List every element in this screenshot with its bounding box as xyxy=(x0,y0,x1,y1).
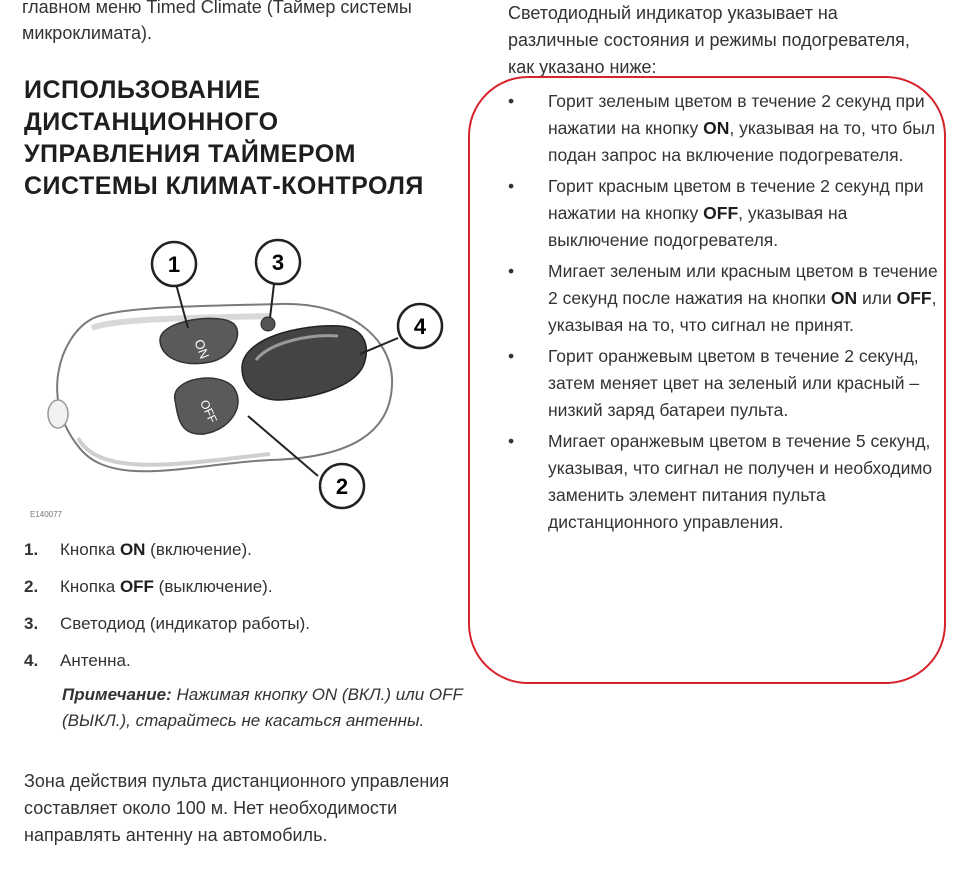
section-heading: ИСПОЛЬЗОВАНИЕ ДИСТАНЦИОННОГО УПРАВЛЕНИЯ ТАЙМЕРОМ СИСТЕМЫ КЛИМАТ-КОНТРОЛЯ xyxy=(24,76,424,200)
note xyxy=(62,682,472,734)
off-button-label: OFF xyxy=(197,397,220,426)
list-item: • Горит красным цветом в течение 2 секунд при нажатии на кнопку OFF, указывая на выключение подогревателя. xyxy=(508,176,924,250)
intro-text-right: Светодиодный индикатор указывает на различные состояния и режимы подогревателя, как указано ниже: xyxy=(508,3,910,77)
callout-4 xyxy=(398,304,442,348)
legend-item: 3. Светодиод (индикатор работы). xyxy=(24,614,311,633)
note-label: Примечание: xyxy=(62,685,172,704)
intro-text-left: главном меню Timed Climate (Таймер системы микроклимата). xyxy=(22,0,412,43)
list-item: • Горит зеленым цветом в течение 2 секунд при нажатии на кнопку ON, указывая на то, что был подан запрос на включение подогревателя. xyxy=(508,91,936,165)
led-status-list xyxy=(508,88,948,540)
range-paragraph: Зона действия пульта дистанционного управления составляет около 100 м. Нет необходимости направлять антенну на автомобиль. xyxy=(24,771,450,845)
callout-2 xyxy=(320,464,364,508)
remote-control-figure xyxy=(20,228,460,528)
svg-text:4: 4 xyxy=(413,314,427,339)
svg-text:2: 2 xyxy=(335,474,349,499)
svg-text:3: 3 xyxy=(271,250,285,275)
svg-text:1: 1 xyxy=(167,252,181,277)
figure-caption: E140077 xyxy=(30,510,63,519)
legend-item: 2. Кнопка OFF (выключение). xyxy=(24,577,273,596)
callout-3 xyxy=(256,240,300,284)
list-item: • Мигает зеленым или красным цветом в течение 2 секунд после нажатия на кнопки ON или OFF, указывая на то, что сигнал не принят. xyxy=(508,261,938,335)
note-text: Нажимая кнопку ON (ВКЛ.) или OFF (ВЫКЛ.), старайтесь не касаться антенны. xyxy=(62,685,463,730)
parts-legend xyxy=(24,540,464,688)
callout-1 xyxy=(152,242,196,286)
list-item: • Горит оранжевым цветом в течение 2 секунд, затем меняет цвет на зеленый или красный – низкий заряд батареи пульта. xyxy=(508,346,920,420)
legend-item: 1. Кнопка ON (включение). xyxy=(24,540,252,559)
on-button-label: ON xyxy=(191,337,213,361)
legend-item: 4. Антенна. xyxy=(24,651,131,670)
led-indicator xyxy=(261,317,275,331)
list-item: • Мигает оранжевым цветом в течение 5 секунд, указывая, что сигнал не получен и необходимо заменить элемент питания пульта дистанционного управления. xyxy=(508,431,933,532)
